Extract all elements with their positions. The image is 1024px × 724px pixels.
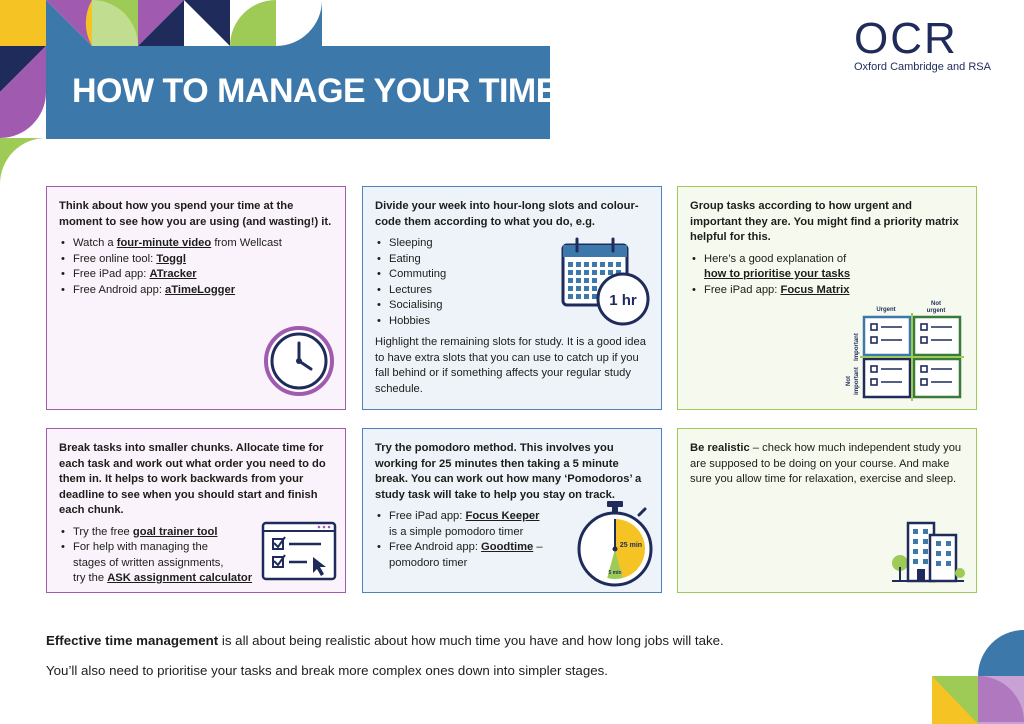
- clock-icon: [263, 325, 335, 397]
- page-title: HOW TO MANAGE YOUR TIME: [72, 72, 558, 110]
- list-item: • Free online tool: Toggl: [73, 252, 333, 268]
- ocr-logo: [852, 14, 1002, 78]
- buildings-icon: [890, 517, 966, 585]
- list-item: • Watch a four-minute video from Wellcast: [73, 236, 333, 252]
- prioritise-link[interactable]: how to prioritise your tasks: [704, 268, 851, 280]
- list-item: • Eating: [389, 252, 649, 268]
- atracker-link[interactable]: ATracker: [149, 268, 197, 280]
- card-lead: Break tasks into smaller chunks. Allocate time for each task and work out what order you need to do them in. It helps to work backwards from your deadline to see when you should start and finish each chunk.: [59, 442, 326, 516]
- footer-line-2: You’ll also need to prioritise your tasks and break more complex ones down into simpler stages.: [46, 663, 608, 678]
- list-item: • Commuting: [389, 267, 649, 283]
- card-chunks: [46, 428, 346, 593]
- svg-text:Important: Important: [854, 333, 860, 361]
- card-pomodoro: [362, 428, 662, 593]
- list-item: • Free iPad app: ATracker: [73, 267, 333, 283]
- list-item: • Sleeping: [389, 236, 649, 252]
- card-lead: Be realistic – check how much independent study you are supposed to be doing on your course. And make sure you allow time for relaxation, exercise and sleep.: [690, 442, 962, 485]
- card-time-audit: [46, 186, 346, 410]
- list-item: • For help with managing the stages of written assignments, try the ASK assignment calculator: [73, 540, 333, 587]
- checklist-icon: [261, 521, 337, 581]
- card-weekly-slots: [362, 186, 662, 410]
- card-lead: Think about how you spend your time at the moment to see how you are using (and wasting!) it.: [59, 200, 332, 228]
- calendar-hour-label: 1 hr: [609, 292, 637, 309]
- logo-subtitle: Oxford Cambridge and RSA: [854, 61, 991, 73]
- list-item: • Try the free goal trainer tool: [73, 525, 333, 541]
- list-item: • Hobbies: [389, 314, 649, 330]
- calendar-icon: [559, 237, 655, 329]
- goodtime-link[interactable]: Goodtime: [481, 541, 534, 553]
- svg-text:urgent: urgent: [926, 308, 946, 314]
- toggl-link[interactable]: Toggl: [156, 252, 186, 265]
- priority-matrix-icon: [838, 299, 966, 403]
- card-lead: Group tasks according to how urgent and important they are. You might find a priority matrix helpful for this.: [690, 200, 959, 243]
- svg-text:important: important: [854, 367, 860, 395]
- resource-list: [690, 252, 964, 299]
- timer-break-label: 5 min: [608, 570, 622, 576]
- timer-work-label: 25 min: [619, 542, 643, 549]
- card-paragraph: Highlight the remaining slots for study. It is a good idea to have extra slots that you can use to catch up if you fall behind or if something affects your regular study schedule.: [375, 336, 646, 395]
- list-item: • Lectures: [389, 283, 649, 299]
- resource-list: [59, 236, 333, 298]
- svg-text:Urgent: Urgent: [876, 307, 896, 313]
- focus-keeper-link[interactable]: Focus Keeper: [465, 510, 540, 522]
- footer-summary: [46, 632, 724, 692]
- title-banner: [46, 46, 558, 139]
- video-link[interactable]: four-minute video: [116, 237, 212, 249]
- card-lead: Try the pomodoro method. This involves you working for 25 minutes then taking a 5 minute break. You can work out how many ‘Pomodoros’ a study task will take to help you stay on track.: [375, 442, 642, 501]
- logo-wordmark: OCR: [854, 14, 958, 63]
- list-item: • Free iPad app: Focus Keeper is a simple pomodoro timer: [389, 509, 649, 540]
- list-item: • Free Android app: Goodtime – pomodoro timer: [389, 540, 649, 571]
- atimelogger-link[interactable]: aTimeLogger: [165, 283, 236, 296]
- card-priority: [677, 186, 977, 410]
- focus-matrix-link[interactable]: Focus Matrix: [780, 283, 850, 296]
- ask-calculator-link[interactable]: ASK assignment calculator: [107, 572, 253, 584]
- decorative-shapes-bottom-right: [930, 628, 1024, 724]
- stopwatch-icon: [575, 499, 655, 587]
- svg-text:Not: Not: [846, 376, 852, 386]
- card-lead: Divide your week into hour-long slots and colour-code them according to what you do, e.g.: [375, 200, 639, 228]
- footer-emphasis: Effective time management: [46, 633, 219, 648]
- card-lead-bold: Be realistic: [690, 442, 750, 454]
- card-realistic: [677, 428, 977, 593]
- goal-trainer-link[interactable]: goal trainer tool: [132, 525, 218, 538]
- list-item: • Free Android app: aTimeLogger: [73, 283, 333, 299]
- svg-text:Not: Not: [931, 301, 941, 307]
- footer-line-1: Effective time management is all about being realistic about how much time you have and how long jobs will take.: [46, 633, 724, 648]
- list-item: • Here’s a good explanation of how to prioritise your tasks: [704, 252, 964, 283]
- list-item: • Socialising: [389, 298, 649, 314]
- list-item: • Free iPad app: Focus Matrix: [704, 283, 964, 299]
